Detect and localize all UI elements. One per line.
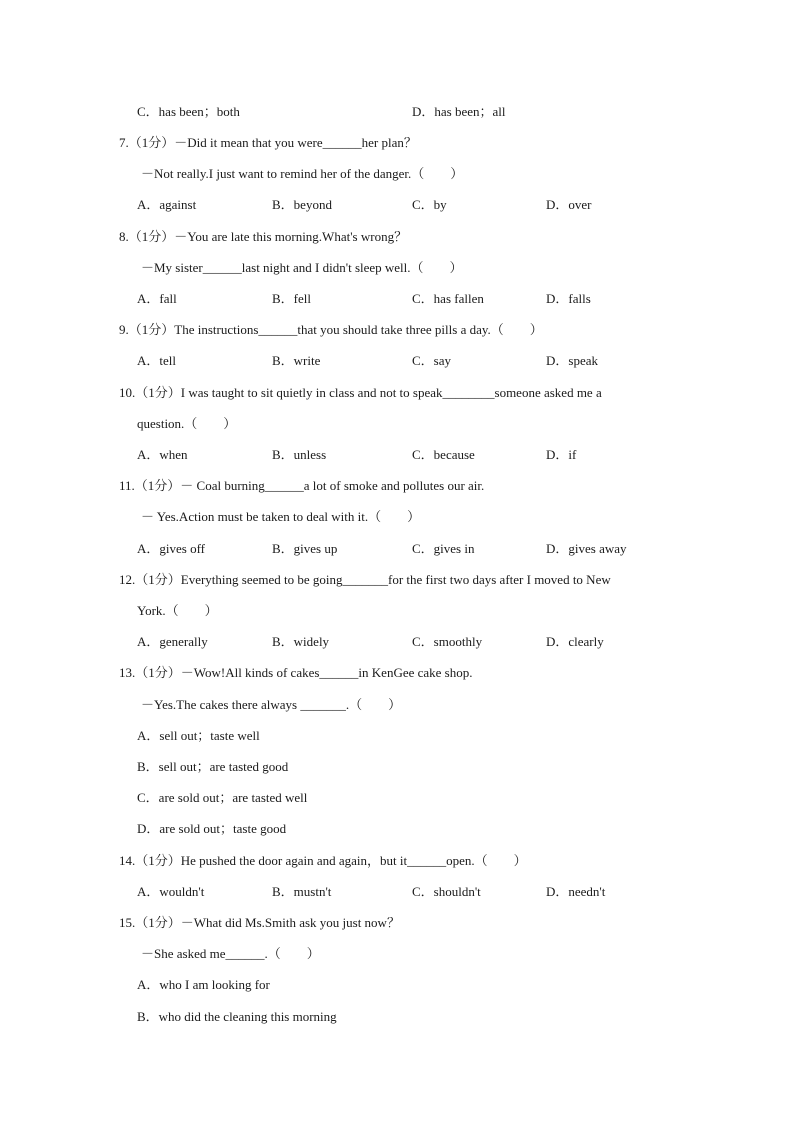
question-9-option-c[interactable]: C．say (412, 353, 452, 368)
question-11-option-d[interactable]: D．gives away (546, 541, 627, 556)
question-12-stem-cont: York.（ ） (137, 603, 218, 618)
question-7-option-d[interactable]: D．over (546, 197, 592, 212)
question-10-stem: 10.（1分）I was taught to sit quietly in class and not to speak________someone asked me a (119, 385, 602, 400)
question-9-option-d[interactable]: D．speak (546, 353, 598, 368)
question-14-option-b[interactable]: B．mustn't (272, 884, 332, 899)
question-11-option-b[interactable]: B．gives up (272, 541, 338, 556)
question-8-option-a[interactable]: A．fall (137, 291, 177, 306)
question-14-option-c[interactable]: C．shouldn't (412, 884, 481, 899)
question-12-option-d[interactable]: D．clearly (546, 634, 604, 649)
question-15-stem: 15.（1分）－What did Ms.Smith ask you just now？ (119, 915, 400, 930)
question-11-option-c[interactable]: C．gives in (412, 541, 475, 556)
question-13-option-b[interactable]: B．sell out；are tasted good (137, 759, 289, 774)
question-13-reply: －Yes.The cakes there always _______.（ ） (141, 697, 402, 712)
question-14-option-d[interactable]: D．needn't (546, 884, 606, 899)
option-c[interactable]: C．has been；both (137, 104, 240, 119)
question-10-option-d[interactable]: D．if (546, 447, 577, 462)
question-13-option-d[interactable]: D．are sold out；taste good (137, 821, 287, 836)
question-12-option-b[interactable]: B．widely (272, 634, 330, 649)
question-9-option-b[interactable]: B．write (272, 353, 321, 368)
question-12-option-a[interactable]: A．generally (137, 634, 208, 649)
question-8-option-b[interactable]: B．fell (272, 291, 311, 306)
question-7-stem: 7.（1分）－Did it mean that you were______her plan？ (119, 135, 417, 150)
question-8-reply: －My sister______last night and I didn't sleep well.（ ） (141, 260, 463, 275)
question-11-option-a[interactable]: A．gives off (137, 541, 206, 556)
question-12-stem: 12.（1分）Everything seemed to be going_______for the first two days after I moved to New (119, 572, 611, 587)
question-13-option-c[interactable]: C．are sold out；are tasted well (137, 790, 308, 805)
question-7-option-c[interactable]: C．by (412, 197, 447, 212)
question-10-stem-cont: question.（ ） (137, 416, 237, 431)
question-9-stem: 9.（1分）The instructions______that you should take three pills a day.（ ） (119, 322, 543, 337)
question-8-option-c[interactable]: C．has fallen (412, 291, 484, 306)
question-7-option-b[interactable]: B．beyond (272, 197, 332, 212)
question-11-reply: － Yes.Action must be taken to deal with it.（ ） (141, 509, 421, 524)
question-10-option-a[interactable]: A．when (137, 447, 188, 462)
option-d[interactable]: D．has been；all (412, 104, 506, 119)
question-11-stem: 11.（1分）－ Coal burning______a lot of smoke and pollutes our air. (119, 478, 485, 493)
question-13-stem: 13.（1分）－Wow!All kinds of cakes______in KenGee cake shop. (119, 665, 473, 680)
question-8-stem: 8.（1分）－You are late this morning.What's wrong？ (119, 229, 408, 244)
question-9-option-a[interactable]: A．tell (137, 353, 176, 368)
question-7-option-a[interactable]: A．against (137, 197, 197, 212)
question-13-option-a[interactable]: A．sell out；taste well (137, 728, 260, 743)
question-15-reply: －She asked me______.（ ） (141, 946, 320, 961)
question-14-option-a[interactable]: A．wouldn't (137, 884, 205, 899)
question-12-option-c[interactable]: C．smoothly (412, 634, 483, 649)
question-10-option-c[interactable]: C．because (412, 447, 475, 462)
question-15-option-a[interactable]: A．who I am looking for (137, 977, 270, 992)
question-8-option-d[interactable]: D．falls (546, 291, 591, 306)
question-10-option-b[interactable]: B．unless (272, 447, 327, 462)
question-15-option-b[interactable]: B．who did the cleaning this morning (137, 1009, 337, 1024)
question-14-stem: 14.（1分）He pushed the door again and again，but it______open.（ ） (119, 853, 527, 868)
question-7-reply: －Not really.I just want to remind her of the danger.（ ） (141, 166, 464, 181)
